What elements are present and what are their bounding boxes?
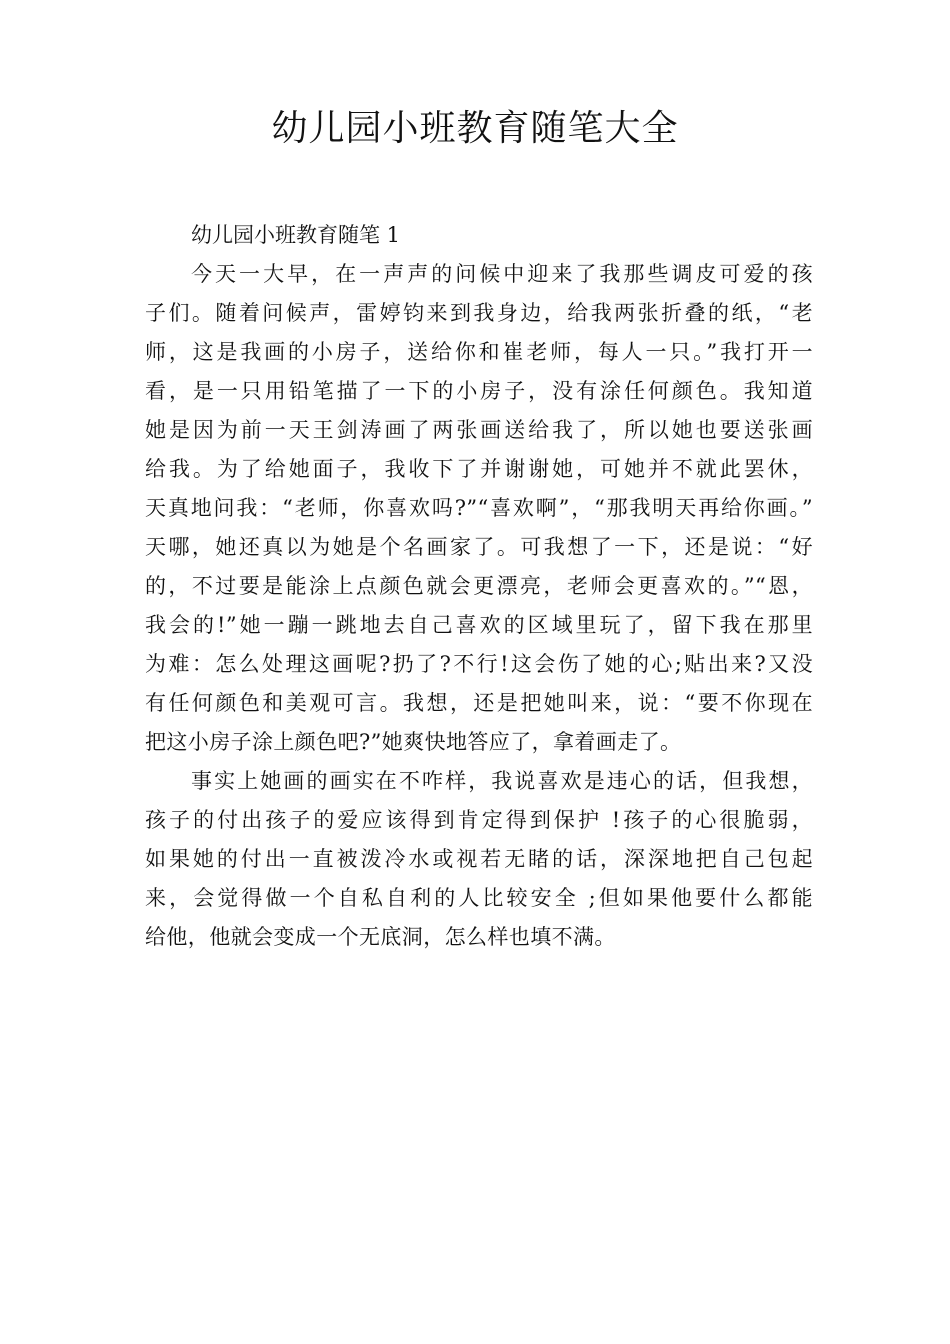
text-line: 看，是一只用铅笔描了一下的小房子，没有涂任何颜色。我知道 [145, 379, 813, 403]
text-line: 的，不过要是能涂上点颜色就会更漂亮，老师会更喜欢的。”“恩， [145, 574, 813, 598]
text-line: 天真地问我：“老师，你喜欢吗?”“喜欢啊”，“那我明天再给你画。” [145, 496, 813, 520]
text-line: 子们。随着问候声，雷婷钧来到我身边，给我两张折叠的纸，“老 [145, 301, 813, 325]
text-line: 孩子的付出孩子的爱应该得到肯定得到保护 !孩子的心很脆弱， [145, 808, 813, 832]
text-line: 我会的!”她一蹦一跳地去自己喜欢的区域里玩了，留下我在那里 [145, 613, 813, 637]
text-line: 给我。为了给她面子，我收下了并谢谢她，可她并不就此罢休， [145, 457, 813, 481]
text-line: 事实上她画的画实在不咋样，我说喜欢是违心的话，但我想， [191, 769, 813, 793]
text-line: 给他，他就会变成一个无底洞，怎么样也填不满。 [145, 925, 616, 949]
text-line: 为难：怎么处理这画呢?扔了?不行!这会伤了她的心;贴出来?又没 [145, 652, 813, 676]
text-line: 今天一大早，在一声声的问候中迎来了我那些调皮可爱的孩 [191, 262, 813, 286]
text-line: 来，会觉得做一个自私自利的人比较安全 ;但如果他要什么都能 [145, 886, 813, 910]
text-line: 有任何颜色和美观可言。我想，还是把她叫来，说：“要不你现在 [145, 691, 813, 715]
text-line: 把这小房子涂上颜色吧?”她爽快地答应了，拿着画走了。 [145, 730, 682, 754]
text-line: 如果她的付出一直被泼冷水或视若无睹的话，深深地把自己包起 [145, 847, 813, 871]
text-line: 她是因为前一天王剑涛画了两张画送给我了，所以她也要送张画 [145, 418, 813, 442]
section-heading: 幼儿园小班教育随笔 1 [191, 223, 401, 247]
document-title: 幼儿园小班教育随笔大全 [271, 108, 679, 149]
text-line: 师，这是我画的小房子，送给你和崔老师，每人一只。”我打开一 [145, 340, 813, 364]
document-body [145, 216, 813, 957]
text-line: 天哪，她还真以为她是个名画家了。可我想了一下，还是说：“好 [145, 535, 813, 559]
paragraph-2 [145, 762, 813, 957]
paragraph-1 [145, 255, 813, 762]
